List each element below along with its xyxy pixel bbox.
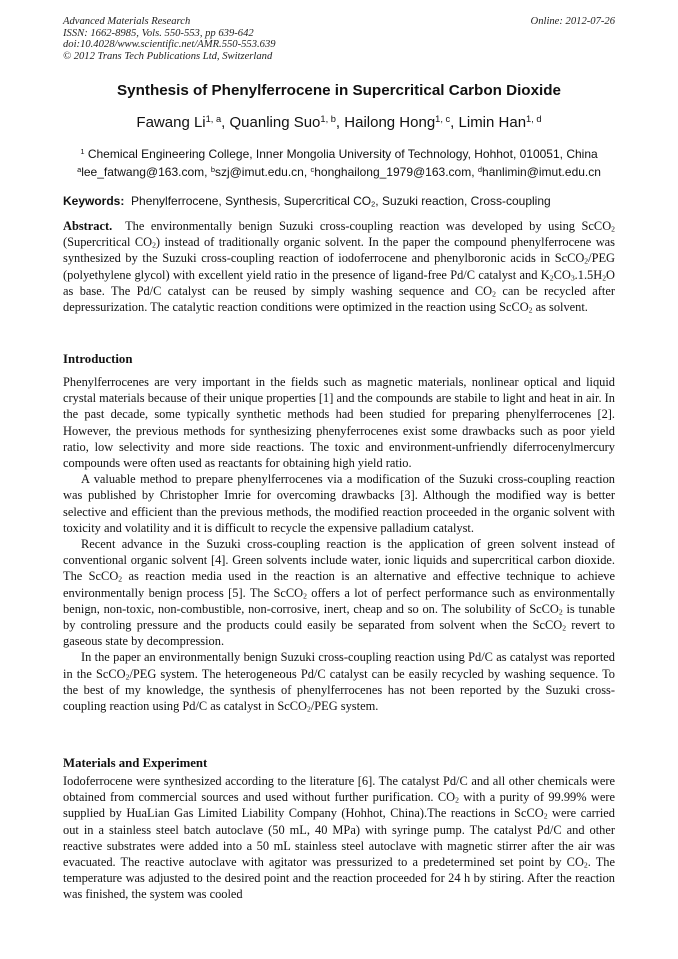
- keywords-text: , Suzuki reaction, Cross-coupling: [375, 194, 551, 208]
- abstract-text: /PEG (polyethylene glycol) with excellent yield ratio in the presence of ligand-free Pd/C catalyst and K: [63, 251, 615, 282]
- journal-header: [63, 16, 615, 62]
- affiliation-mark: 1: [80, 146, 85, 156]
- introduction-body: [63, 374, 615, 714]
- subscript: 2: [584, 256, 589, 266]
- copyright-line: © 2012 Trans Tech Publications Ltd, Switzerland: [63, 50, 273, 62]
- author-name: Limin Han: [458, 114, 527, 131]
- paragraph: Phenylferrocenes are very important in the fields such as magnetic materials, nonlinear optical and liquid crystal materials because of their unique properties [1] and the compounds are stabile to light and heat in air. In the past decade, some typically synthetic methods had been studied for preparing phenylferrocenes [2]. However, the previous methods for synthesizing phenyferrocenes exist some drawbacks such as poor yield ratio, low selectivity and more side reactions. The toxic and environment-unfriendly diferrocenylmercury compounds were often used as reactants for obtaining high yield ratio.: [63, 375, 615, 471]
- subscript: 2: [118, 574, 123, 584]
- subscript: 2: [562, 623, 567, 633]
- subscript: 2: [152, 240, 156, 250]
- subscript: 2: [303, 591, 307, 601]
- subscript: 2: [125, 672, 130, 682]
- affiliation-text: Chemical Engineering College, Inner Mongolia University of Technology, Hohhot, 010051, China: [87, 147, 598, 161]
- email-address: lee_fatwang@163.com,: [81, 165, 211, 179]
- subscript: 2: [528, 305, 533, 315]
- subscript: 2: [492, 289, 496, 299]
- affiliation: [40, 147, 638, 161]
- paragraph-text: Iodoferrocene were synthesized according to the literature [6]. The catalyst Pd/C and all other chemicals were obtained from commercial sources and used without further purification. CO: [63, 774, 615, 805]
- paragraph-text: offers a lot of perfect performance such as environmentally benign, non-toxic, non-combustible, non-corrosive, inert, cheap and so on. The solubility of ScCO: [63, 585, 615, 616]
- issn-line: ISSN: 1662-8985, Vols. 550-553, pp 639-642: [63, 27, 254, 39]
- abstract-label: Abstract.: [63, 219, 113, 233]
- abstract-text: (Supercritical CO: [63, 235, 153, 250]
- email-address: hanlimin@imut.edu.cn: [482, 165, 601, 179]
- paragraph-text: /PEG system. The heterogeneous Pd/C catalyst can be easily recycled by washing sequence. To the best of my knowledge, the synthesis of phenylferrocenes has not been reported by the Suzuki cross-coupling reaction using Pd/C as catalyst in ScCO: [63, 666, 615, 714]
- paragraph-text: /PEG system.: [310, 699, 379, 714]
- paragraph: [63, 536, 615, 649]
- materials-body: [63, 773, 615, 903]
- keywords-label: Keywords:: [63, 194, 125, 208]
- abstract-text: ) instead of traditionally organic solvent. In the paper the compound phenylferrocene was synthesized by the Suzuki cross-coupling reaction of iodoferrocene and phenylboronic acids in ScCO: [63, 235, 615, 266]
- subscript: 2: [307, 704, 311, 714]
- email-mark: c: [310, 164, 315, 174]
- author-affiliation-mark: 1, a: [205, 113, 222, 124]
- email-mark: d: [477, 164, 483, 174]
- section-heading-materials: Materials and Experiment: [63, 756, 208, 770]
- author-name: Hailong Hong: [344, 114, 436, 131]
- abstract-text: as solvent.: [532, 300, 588, 315]
- paragraph-text: were carried out in a stainless steel batch autoclave (50 mL, 40 MPa) with syringe pump. The catalyst Pd/C and other reactive substrates were added into a 50 mL stainless steel autoclave with magnetic stirrer after the air was evacuated. The reactive autoclave with agitator was pressurized to a predetermined set point by CO: [63, 806, 615, 870]
- email-address: szj@imut.edu.cn,: [214, 165, 311, 179]
- keywords: [63, 194, 615, 208]
- paragraph-text: is tunable by controling pressure and the products could easily be separated from solvent when the ScCO: [63, 601, 615, 633]
- subscript: 2: [611, 224, 615, 234]
- abstract-text: .1.5H: [574, 267, 603, 282]
- subscript: 2: [371, 199, 376, 209]
- abstract-text: CO: [553, 267, 571, 282]
- email-address: honghailong_1979@163.com,: [314, 165, 478, 179]
- abstract-text: O as base. The Pd/C catalyst can be reused by simply washing sequence and CO: [63, 267, 615, 298]
- subscript: 3: [570, 273, 575, 283]
- author-affiliation-mark: 1, c: [435, 113, 451, 124]
- subscript: 2: [583, 860, 588, 870]
- author-affiliation-mark: 1, b: [320, 113, 336, 124]
- keywords-text: Phenylferrocene, Synthesis, Supercritical CO: [131, 194, 372, 208]
- paragraph-text: revert to gaseous state by decompression.: [63, 618, 615, 649]
- paragraph: A valuable method to prepare phenylferrocenes via a modification of the Suzuki cross-coupling reaction was published by Christopher Imrie for overcoming drawbacks [3]. Although the modified way is better selective and efficient than the previous methods, the modified reaction proceeded in the organic solvent with toxicity and volatility and it is difficult to recycle the expensive palladium catalyst.: [63, 472, 615, 535]
- paragraph-text: . The temperature was adjusted to the desired point and the reaction proceeded for 24 h by stiring. After the reaction was finished, the system was cooled: [63, 855, 615, 902]
- email-mark: a: [77, 164, 82, 174]
- subscript: 2: [543, 811, 548, 821]
- abstract-text: can be recycled after depressurization. The catalytic reaction conditions were optimized in the reaction using ScCO: [63, 283, 615, 315]
- author-emails: [40, 165, 638, 179]
- online-date: Online: 2012-07-26: [530, 16, 615, 27]
- author-name: Quanling Suo: [229, 114, 321, 131]
- author-name: Fawang Li: [136, 114, 206, 131]
- paragraph-text: with a purity of 99.99% were supplied by HuaLian Gas Limited Liability Company (Hohhot, China).The reactions in ScCO: [63, 790, 616, 821]
- subscript: 2: [558, 607, 563, 617]
- abstract-text: The environmentally benign Suzuki cross-coupling reaction was developed by using ScCO: [125, 219, 612, 233]
- subscript: 2: [602, 273, 607, 283]
- author-affiliation-mark: 1, d: [526, 113, 542, 124]
- email-mark: b: [210, 164, 215, 174]
- subscript: 2: [455, 795, 459, 805]
- author-list: Fawang Li$^{1, a}$, Quanling Suo$^{1, b}$, Hailong Hong$^{1, c}$, Limin Han$^{1, d}$: [136, 113, 542, 131]
- paragraph: [63, 773, 615, 903]
- section-heading-introduction: Introduction: [63, 352, 133, 366]
- paragraph-text: Recent advance in the Suzuki cross-coupling reaction is the application of green solvent instead of conventional organic solvent [4]. Green solvents include water, ionic liquids and supercritical carbon dioxide. The ScCO: [63, 537, 615, 584]
- subscript: 2: [549, 273, 554, 283]
- abstract: [63, 218, 615, 315]
- paragraph-text: In the paper an environmentally benign Suzuki cross-coupling reaction using Pd/C as catalyst was reported in the ScCO: [63, 650, 615, 681]
- paragraph: [63, 649, 615, 714]
- paper-title: Synthesis of Phenylferrocene in Supercritical Carbon Dioxide: [117, 82, 561, 99]
- doi-line: doi:10.4028/www.scientific.net/AMR.550-553.639: [63, 39, 276, 51]
- paragraph-text: as reaction media used in the reaction is an alternative and effective technique to achieve environmentally benign process [5]. The ScCO: [63, 569, 615, 600]
- journal-name: Advanced Materials Research: [63, 16, 191, 27]
